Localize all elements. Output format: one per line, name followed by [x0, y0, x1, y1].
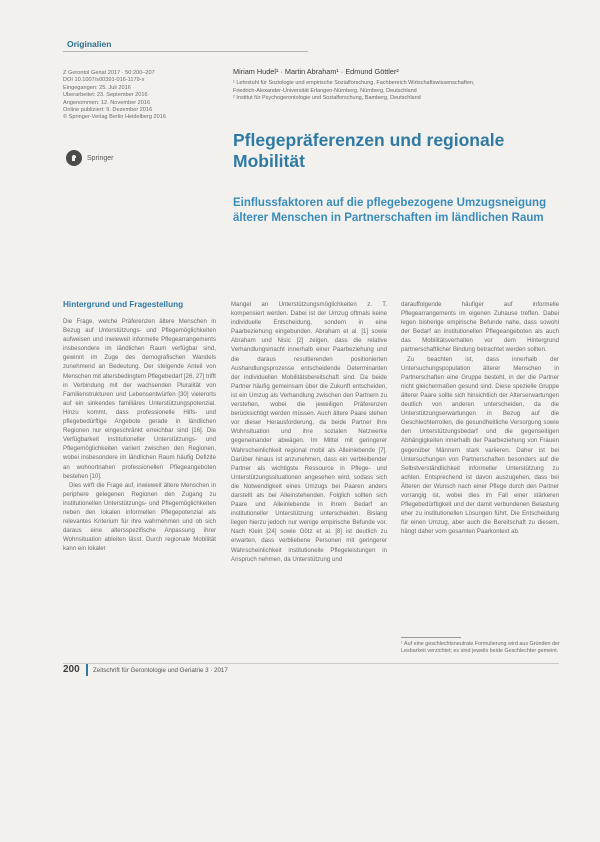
- section-tag: [63, 37, 308, 52]
- text-column-3: [401, 300, 559, 632]
- article-title: Pflegepräferenzen und regionale Mobilität: [233, 130, 505, 171]
- springer-horse-icon: [66, 150, 82, 166]
- text-column-1: [63, 300, 216, 616]
- affiliations: [233, 80, 563, 103]
- meta-doi: DOI 10.1007/s00391-016-1179-x: [63, 77, 145, 84]
- footnote: ¹ Auf eine geschlechtsneutrale Formulierung wird aus Gründen der Lesbarkeit verzichtet; es sind jeweils beide Geschlechter gemeint.: [401, 641, 560, 655]
- meta-accepted: Angenommen: 12. November 2016: [63, 99, 151, 106]
- meta-citation: Z Gerontol Geriat 2017 · 50:200–207: [63, 70, 155, 76]
- paragraph: Die Frage, welche Präferenzen ältere Menschen in Bezug auf Unterstützungs- und Pflegemöglichkeiten aufweisen und inwieweit informelle Pflegearrangements insbesondere im ländlichen Raum verfügbar sind, gewinnt im Zuge des demografischen Wandels zunehmend an Bedeutung. Der steigende Anteil von Menschen mit altersbedingtem Pflegebedarf [26, 27] trifft in Verbindung mit der wachsenden Pluralität von Familienstrukturen und Lebensentwürfen [30] vielerorts auf ein sinkendes familiäres Unterstützungspotenzial. Hinzu kommt, dass professionelle Hilfs- und pflegebedürftige Angebote gerade in ländlichen Regionen nur eingeschränkt erreichbar sind [16]. Die Verfügbarkeit institutioneller Unterstützungs- und Pflegemöglichkeiten variiert zwischen den Regionen, wobei insbesondere im ländlichen Raum häufig Defizite an wohnortnahen professionellen Pflegeangeboten bestehen [10].: [63, 318, 216, 480]
- section-heading: Hintergrund und Fragestellung: [63, 300, 184, 309]
- paragraph: Zu beachten ist, dass innerhalb der Untersuchungspopulation älterer Menschen in Partnerschaften eine Gruppe besteht, in der die Partner nicht gleichermaßen gesund sind. Diese spezielle Gruppe älterer Paare sollte sich hinsichtlich der Alterserwartungen deutlich von anderen unterscheiden, da die Unterstützungserwartungen in Bezug auf die Geschlechterrollen, die gesundheitliche Versorgung sowie den Unterstützungsbedarf und die gegenseitigen Abhängigkeiten innerhalb der Paarbeziehung von Frauen gegenüber Männern stark variieren. Daher ist bei Untersuchungen von Partnerschaften besonders auf die Selbstverständlichkeit informeller Unterstützung zu achten. Entsprechend ist davon auszugehen, dass bei Älteren der Wunsch nach einer Pflege durch den Partner vorrangig ist, wobei dies im Fall einer stärkeren Pflegebedürftigkeit und der damit verbundenen Belastung eher zu institutionellen Lösungen führt. Die Entscheidung für einen Umzug, aber auch die Bereitschaft zu diesem, hängt daher vom gesamten Paarkontext ab.: [401, 355, 559, 536]
- meta-received: Eingegangen: 25. Juli 2016: [63, 84, 131, 91]
- meta-copyright: © Springer-Verlag Berlin Heidelberg 2016: [63, 114, 167, 121]
- page-number: 200: [63, 664, 80, 675]
- footer-divider: [63, 663, 559, 664]
- paragraph: Mangel an Unterstützungsmöglichkeiten z. T. kompensiert werden. Dabei ist der Umzug oftmals keine individuelle Entscheidung, sondern in eine Paarbeziehung eingebunden. Abraham et al. [1] sowie Abraham und Nisic [2] zeigen, dass die relative Verhandlungsmacht innerhalb einer Paarbeziehung und die daraus resultierenden positionierten Aushandlungsprozesse entscheidende Determinanten der individuellen Mobilitätsbereitschaft sind. Da beide Partner häufig gemeinsam über die Zukunft entscheiden, ist ein Umzug als Verhandlung zwischen den Partnern zu verstehen, wobei die jeweiligen Präferenzen berücksichtigt werden müssen. Auch ältere Paare stehen vor dieser Herausforderung, da beide Partner ihre Wohnsituation und ihre sozialen Netzwerke gegeneinander abwägen. Im Mittel mit geringerer Wahrscheinlichkeit regional mobil als Alleinlebende [7]. Darüber hinaus ist anzunehmen, dass ein verbleibender Partner als wichtigste Ressource in Pflege- und Unterstützungssituationen angesehen wird, sodass sich die Notwendigkeit eines Umzugs bei Paaren anders darstellt als bei Alleinstehenden. Folglich sollten sich Paare und Alleinlebende in ihrem Bedarf an institutioneller Unterstützung unterscheiden. Bislang liegen hierzu jedoch nur wenige empirische Befunde vor. Nach Klein [24] sowie Götz et al. [8] ist deutlich zu erwarten, dass verbliebene Personen mit geringerer Wahrscheinlichkeit institutionelle Pflegeleistungen in Anspruch nehmen, da Unterstützung und: [231, 301, 387, 563]
- footnote-divider: [401, 637, 461, 638]
- affiliation-line: ² Institut für Psychogerontologie und Sozialforschung, Bamberg, Deutschland: [233, 95, 421, 102]
- paragraph: darauffolgende häufiger auf informelle Pflegearrangements im eigenen Zuhause treffen. Dabei legen bisherige empirische Befunde nahe, dass sowohl der Bedarf an institutionellen Pflegeangeboten als auch das Mobilitätsverhalten vor dem Hintergrund partnerschaftlicher Bindung betrachtet werden sollten.: [401, 301, 559, 354]
- article-metadata: [63, 70, 223, 122]
- publisher-name: Springer: [87, 154, 114, 162]
- affiliation-line: Friedrich-Alexander-Universität Erlangen-Nürnberg, Nürnberg, Deutschland: [233, 87, 417, 94]
- article-subtitle: Einflussfaktoren auf die pflegebezogene Umzugsneigung älterer Menschen in Partnerschaften im ländlichen Raum: [233, 197, 547, 224]
- text-column-2: [231, 300, 387, 645]
- publisher-block: [66, 150, 113, 166]
- author-list: Miriam Hudel¹ · Martin Abraham¹ · Edmund Göttler²: [233, 67, 399, 76]
- journal-name: Zeitschrift für Gerontologie und Geriatrie 3 · 2017: [93, 667, 228, 674]
- meta-revised: Überarbeitet: 23. September 2016: [63, 92, 148, 99]
- section-label: Originalien: [67, 39, 112, 49]
- meta-published: Online publiziert: 9. Dezember 2016: [63, 107, 153, 114]
- footer-separator: [86, 664, 88, 676]
- affiliation-line: ¹ Lehrstuhl für Soziologie und empirische Sozialforschung, Fachbereich Wirtschaftswissenschaften,: [233, 80, 475, 86]
- paragraph: Dies wirft die Frage auf, inwieweit ältere Menschen in periphere gelegenen Regionen den Zugang zu institutionellen Unterstützungs- und Pflegemöglichkeiten neben den lokalen informellen Pflegepotenzial als relevantes Kriterium für ihre wahrnehmen und ob sich daraus eine altersspezifische Anpassung ihrer Wohnsituation ableiten lässt. Durch regionale Mobilität kann ein lokaler: [63, 481, 216, 553]
